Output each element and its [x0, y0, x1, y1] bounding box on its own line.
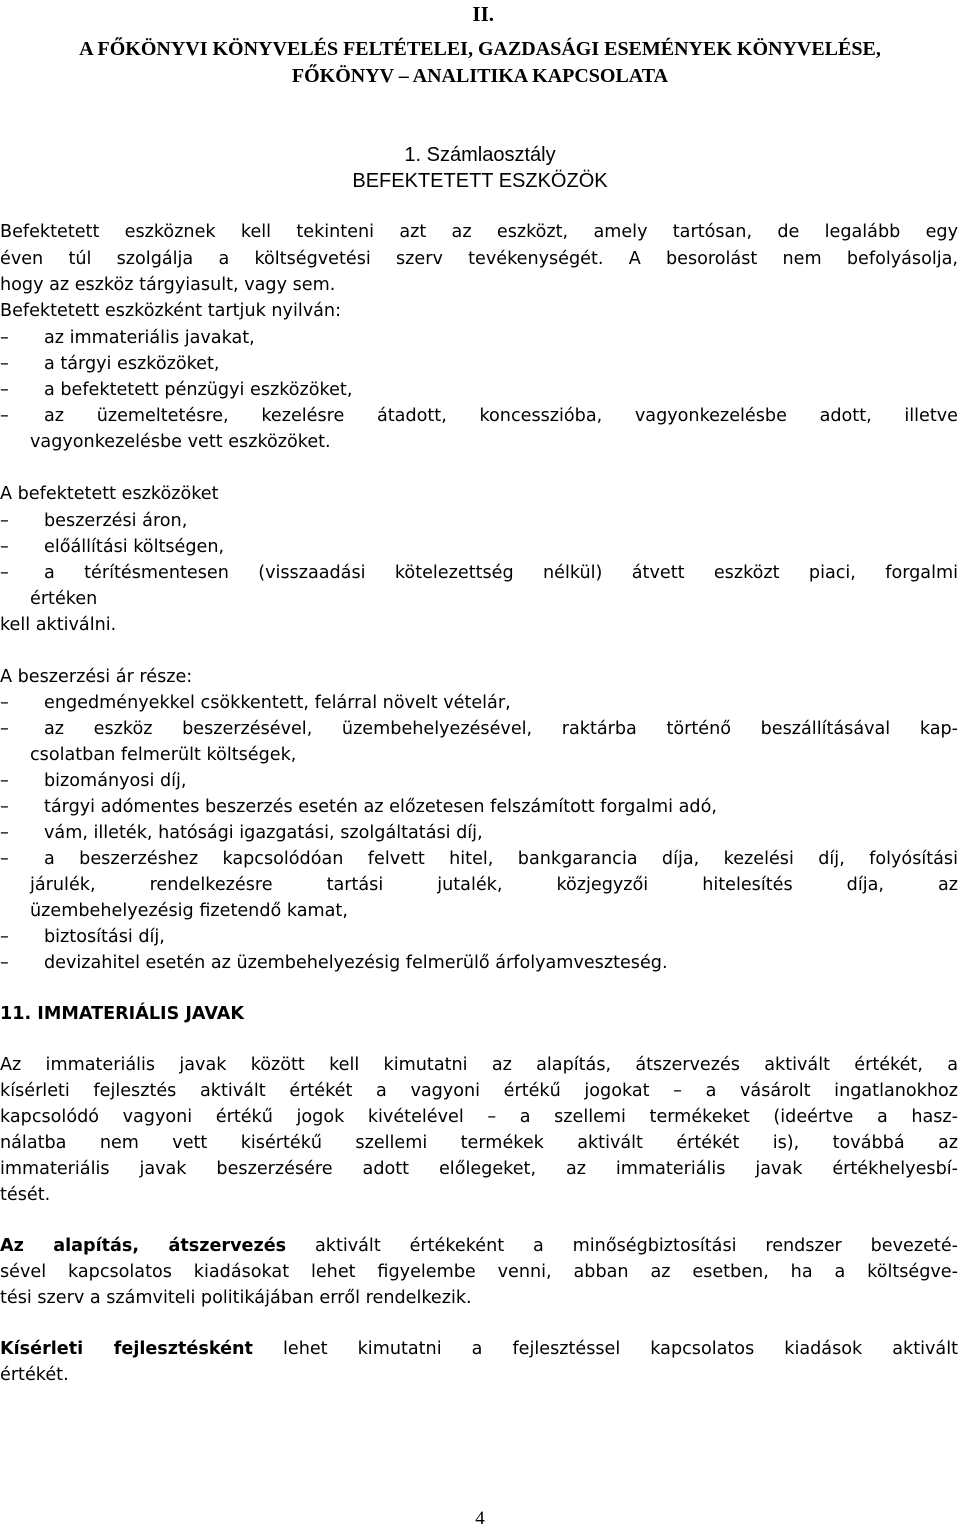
- section-2-title: 11. IMMATERIÁLIS JAVAK: [0, 1004, 245, 1024]
- list-item: – az üzemeltetésre, kezelésre átadott, koncesszióba, vagyonkezelésbe adott, illetve: [0, 403, 958, 430]
- paragraph-1-line-1: Befektetett eszköznek kell tekinteni azt az eszközt, amely tartósan, de legalább egy: [0, 222, 958, 242]
- paragraph-2-end: kell aktiválni.: [0, 615, 117, 635]
- paragraph-3-intro: A beszerzési ár része:: [0, 667, 193, 687]
- chapter-number: II.: [472, 2, 494, 26]
- main-title-line-1: A FŐKÖNYVI KÖNYVELÉS FELTÉTELEI, GAZDASÁGI ESEMÉNYEK KÖNYVELÉSE,: [79, 38, 881, 60]
- list-dash: –: [0, 511, 9, 531]
- paragraph-6-line-1: Kísérleti fejlesztésként lehet kimutatni a fejlesztéssel kapcsolatos kiadások aktivált: [0, 1339, 958, 1359]
- paragraph-4-line-6: tését.: [0, 1185, 51, 1205]
- paragraph-4-line-3: kapcsolódó vagyoni értékű jogok kivételével – a szellemi termékeket (ideértve a hasz-: [0, 1107, 958, 1127]
- paragraph-4-line-2: kísérleti fejlesztés aktivált értékét a vagyoni értékű jogokat – a vásárolt ingatlanokhoz: [0, 1081, 958, 1101]
- list-item: – biztosítási díj,: [0, 924, 958, 951]
- paragraph-4-line-1: Az immateriális javak között kell kimutatni az alapítás, átszervezés aktivált értékét, a: [0, 1055, 958, 1075]
- section-title-line-2: BEFEKTETETT ESZKÖZÖK: [352, 170, 608, 192]
- paragraph-5-line-2: sével kapcsolatos kiadásokat lehet figyelembe venni, abban az esetben, ha a költségve-: [0, 1262, 958, 1282]
- list-dash: –: [0, 771, 9, 791]
- paragraph-5-line-1: Az alapítás, átszervezés aktivált értékeként a minőségbiztosítási rendszer bevezeté-: [0, 1236, 959, 1256]
- list-dash: –: [0, 406, 9, 426]
- list-item: – bizományosi díj,: [0, 768, 958, 795]
- list-item: – a térítésmentesen (visszaadási kötelezettség nélkül) átvett eszközt piaci, forgalmi: [0, 560, 958, 587]
- paragraph-4-line-4: nálatba nem vett kisértékű szellemi termékek aktivált értékét is), továbbá az: [0, 1133, 958, 1153]
- list-dash: –: [0, 823, 9, 843]
- paragraph-6-line-2: értékét.: [0, 1365, 69, 1385]
- list-dash: –: [0, 693, 9, 713]
- list-dash: –: [0, 328, 9, 348]
- paragraph-1-line-3: hogy az eszköz tárgyiasult, vagy sem.: [0, 275, 336, 295]
- list-item: – vám, illeték, hatósági igazgatási, szolgáltatási díj,: [0, 820, 958, 847]
- list-item: – a befektetett pénzügyi eszközöket,: [0, 377, 958, 404]
- list-item: – devizahitel esetén az üzembehelyezésig felmerülő árfolyamveszteség.: [0, 950, 958, 977]
- list-item: – előállítási költségen,: [0, 534, 958, 561]
- paragraph-4-line-5: immateriális javak beszerzésére adott előlegeket, az immateriális javak értékhelyesbí-: [0, 1159, 958, 1179]
- list-dash: –: [0, 380, 9, 400]
- section-title-line-1: 1. Számlaosztály: [404, 144, 556, 166]
- paragraph-5-line-3: tési szerv a számviteli politikájában erről rendelkezik.: [0, 1288, 472, 1308]
- list-dash: –: [0, 719, 9, 739]
- list-dash: –: [0, 797, 9, 817]
- list-dash: –: [0, 354, 9, 374]
- paragraph-2-intro: A befektetett eszközöket: [0, 484, 219, 504]
- list-item: – beszerzési áron,: [0, 508, 958, 535]
- document-page: II. A FŐKÖNYVI KÖNYVELÉS FELTÉTELEI, GAZDASÁGI ESEMÉNYEK KÖNYVELÉSE, FŐKÖNYV – ANALITIKA KAPCSOLATA 1. Számlaosztály BEFEKTETETT ESZKÖZÖK Befektetett eszköznek kell tekinteni azt az eszközt, amely tartósan, de legalább egy éven túl szolgálja a költségvetési szerv tevékenységét. A besorolást nem befolyásolja, hogy az eszköz tárgyiasult, vagy sem. Befektetett eszközként tartjuk nyilván: – az immateriális javakat, – a tárgyi eszközöket, – a befektetett pénzügyi eszközöket, – az üzemeltetésre, kezelésre átadott, koncesszióba, vagyonkezelésbe adott, illetve vagyonkezelésbe vett eszközöket. A befektetett eszközöket – beszerzési áron, – előállítási költségen, – a térítésmentesen (visszaadási kötelezettség nélkül) átvett eszközt piaci, forgalmi értéken kell aktiválni. A beszerzési ár része: – engedményekkel csökkentett, felárral növelt vételár, – az eszköz beszerzésével, üzembehelyezésével, raktárba történő beszállításával kap- csolatban felmerült költségek, – bizományosi díj, – tárgyi adómentes beszerzés esetén az előzetesen felszámított forgalmi adó, – vám, illeték, hatósági igazgatási, szolgáltatási díj, – a beszerzéshez kapcsolódóan felvett hitel, bankgarancia díja, kezelési díj, folyósítási járulék, rendelkezésre tartási jutalék, közjegyzői hitelesítés díja, az üzembehelyezésig fizetendő kamat, – biztosítási díj, – devizahitel esetén az üzembehelyezésig felmerülő árfolyamveszteség. 11. IMMATERIÁLIS JAVAK Az immateriális javak között kell kimutatni az alapítás, átszervezés aktivált értékét, a kísérleti fejlesztés aktivált értékét a vagyoni értékű jogokat – a vásárolt ingatlanokhoz kapcsolódó vagyoni értékű jogok kivételével – a szellemi termékeket (ideértve a hasz- nálatba nem vett kisértékű szellemi termékek aktivált értékét is), továbbá az immateriális javak beszerzésére adott előlegeket, az immateriális javak értékhelyesbí- tését. Az alapítás, átszervezés aktivált értékeként a minőségbiztosítási rendszer bevezeté- sével kapcsolatos kiadásokat lehet figyelembe venni, abban az esetben, ha a költségve- tési szerv a számviteli politikájában erről rendelkezik. Kísérleti fejlesztésként lehet kimutatni a fejlesztéssel kapcsolatos kiadások aktivált értékét. 4: [0, 2, 959, 1529]
- list-item: – engedményekkel csökkentett, felárral növelt vételár,: [0, 690, 958, 717]
- list-dash: –: [0, 537, 9, 557]
- list-item: – az eszköz beszerzésével, üzembehelyezésével, raktárba történő beszállításával kap-: [0, 716, 958, 743]
- list-item: – tárgyi adómentes beszerzés esetén az előzetesen felszámított forgalmi adó,: [0, 794, 958, 821]
- list-dash: –: [0, 927, 9, 947]
- paragraph-1-line-4: Befektetett eszközként tartjuk nyilván:: [0, 301, 341, 321]
- list-dash: –: [0, 849, 9, 869]
- list-dash: –: [0, 953, 9, 973]
- page-number: 4: [475, 1508, 485, 1529]
- list-dash: –: [0, 563, 9, 583]
- list-item: – a beszerzéshez kapcsolódóan felvett hitel, bankgarancia díja, kezelési díj, folyósítási: [0, 846, 958, 873]
- list-item: – a tárgyi eszközöket,: [0, 351, 958, 378]
- paragraph-1-line-2: éven túl szolgálja a költségvetési szerv tevékenységét. A besorolást nem befolyásolja,: [0, 249, 958, 269]
- main-title-line-2: FŐKÖNYV – ANALITIKA KAPCSOLATA: [291, 65, 669, 87]
- list-item: – az immateriális javakat,: [0, 325, 958, 352]
